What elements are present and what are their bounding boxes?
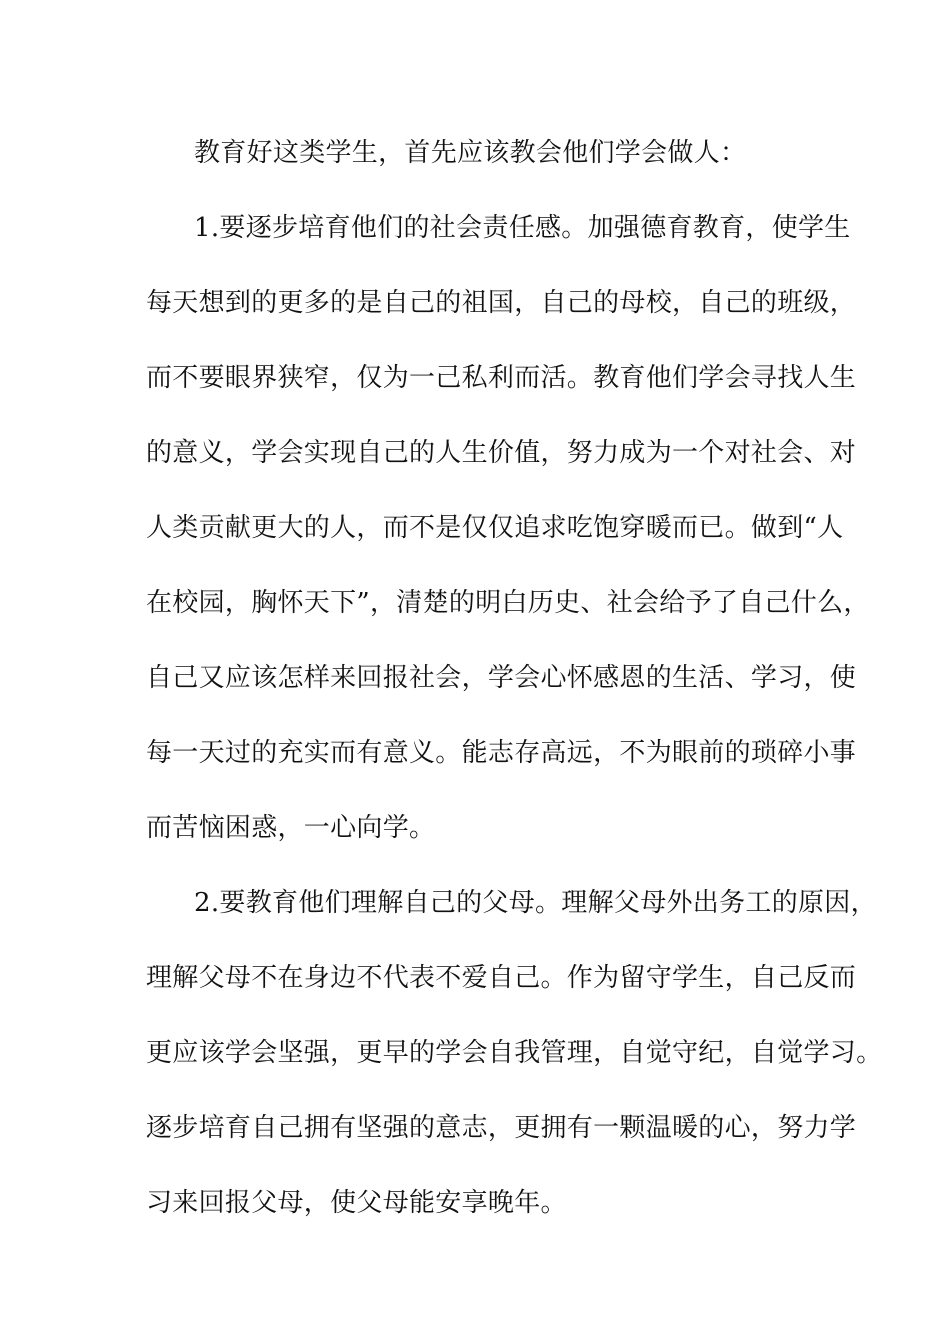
paragraph-2-line-5: 习来回报父母，使父母能安享晚年。 (146, 1188, 567, 1218)
paragraph-1-line-8: 每一天过的充实而有意义。能志存高远，不为眼前的琐碎小事 (146, 738, 857, 768)
paragraph-2-line-3: 更应该学会坚强，更早的学会自我管理，自觉守纪，自觉学习。 (146, 1038, 883, 1068)
paragraph-1-line-3: 而不要眼界狭窄，仅为一己私利而活。教育他们学会寻找人生 (146, 363, 857, 393)
paragraph-1-line-4: 的意义，学会实现自己的人生价值，努力成为一个对社会、对 (146, 438, 857, 468)
paragraph-2-line-2: 理解父母不在身边不代表不爱自己。作为留守学生，自己反而 (146, 963, 857, 993)
paragraph-1-line-9: 而苦恼困惑，一心向学。 (146, 813, 436, 843)
paragraph-1-line-2: 每天想到的更多的是自己的祖国，自己的母校，自己的班级， (146, 288, 857, 318)
paragraph-1-line-6: 在校园，胸怀天下”，清楚的明白历史、社会给予了自己什么， (146, 588, 870, 618)
paragraph-1-line-7: 自己又应该怎样来回报社会，学会心怀感恩的生活、学习，使 (146, 663, 857, 693)
paragraph-intro-line: 教育好这类学生，首先应该教会他们学会做人： (194, 138, 747, 168)
paragraph-2-line-4: 逐步培育自己拥有坚强的意志，更拥有一颗温暖的心，努力学 (146, 1113, 857, 1143)
paragraph-1-line-5: 人类贡献更大的人，而不是仅仅追求吃饱穿暖而已。做到“人 (146, 513, 844, 543)
paragraph-1-line-1: 1.要逐步培育他们的社会责任感。加强德育教育，使学生 (194, 213, 851, 243)
paragraph-2-line-1: 2.要教育他们理解自己的父母。理解父母外出务工的原因， (194, 888, 877, 918)
